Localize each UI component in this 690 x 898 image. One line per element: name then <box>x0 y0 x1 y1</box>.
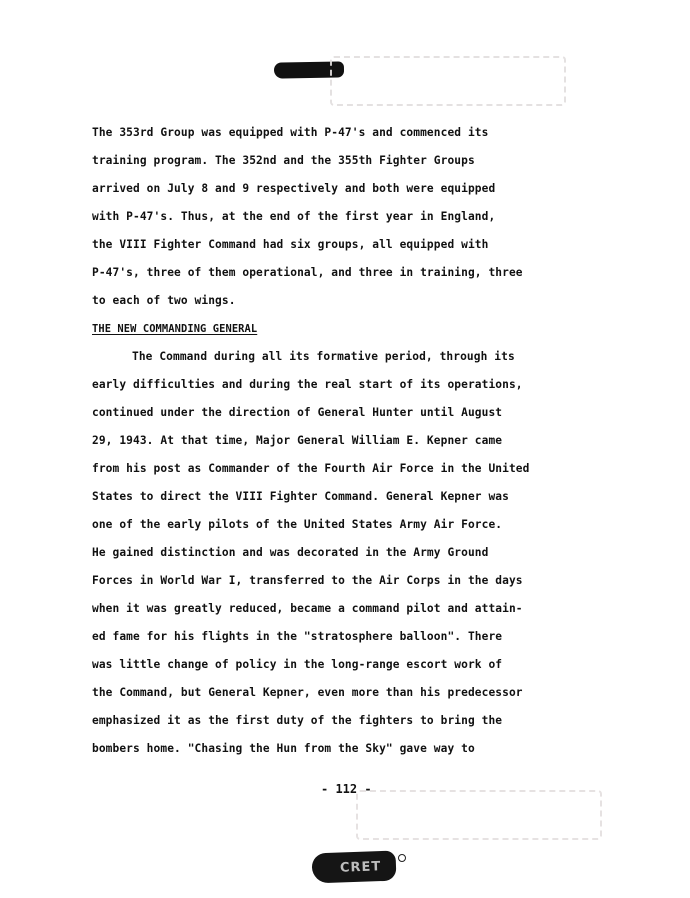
text-line: arrived on July 8 and 9 respectively and both were equipped <box>92 182 496 195</box>
ink-dot <box>398 854 406 862</box>
text-line: The Command during all its formative period, through its <box>132 350 515 363</box>
section-heading: THE NEW COMMANDING GENERAL <box>92 323 258 335</box>
text-line: Forces in World War I, transferred to the Air Corps in the days <box>92 574 523 587</box>
text-line: the Command, but General Kepner, even more than his predecessor <box>92 686 523 699</box>
text-line: ed fame for his flights in the "stratosphere balloon". There <box>92 630 503 643</box>
text-line: He gained distinction and was decorated in the Army Ground <box>92 546 489 559</box>
text-line: with P-47's. Thus, at the end of the first year in England, <box>92 210 496 223</box>
text-line: States to direct the VIII Fighter Command. General Kepner was <box>92 490 509 503</box>
classification-mark-text: CRET <box>339 859 382 876</box>
text-line: one of the early pilots of the United States Army Air Force. <box>92 518 503 531</box>
text-line: the VIII Fighter Command had six groups, all equipped with <box>92 238 489 251</box>
text-line: early difficulties and during the real start of its operations, <box>92 378 523 391</box>
text-line: P-47's, three of them operational, and three in training, three <box>92 266 523 279</box>
text-line: was little change of policy in the long-range escort work of <box>92 658 503 671</box>
text-line: emphasized it as the first duty of the fighters to bring the <box>92 714 503 727</box>
classification-stamp-top <box>330 56 566 106</box>
text-line: to each of two wings. <box>92 294 236 307</box>
page-number: - 112 - <box>321 782 372 796</box>
text-line: The 353rd Group was equipped with P-47's and commenced its <box>92 126 489 139</box>
classification-stamp-bottom <box>356 790 602 840</box>
text-line: when it was greatly reduced, became a command pilot and attain- <box>92 602 523 615</box>
text-line: from his post as Commander of the Fourth Air Force in the United <box>92 462 530 475</box>
text-line: bombers home. "Chasing the Hun from the Sky" gave way to <box>92 742 475 755</box>
text-line: training program. The 352nd and the 355th Fighter Groups <box>92 154 475 167</box>
text-line: continued under the direction of General Hunter until August <box>92 406 503 419</box>
text-line: 29, 1943. At that time, Major General William E. Kepner came <box>92 434 503 447</box>
